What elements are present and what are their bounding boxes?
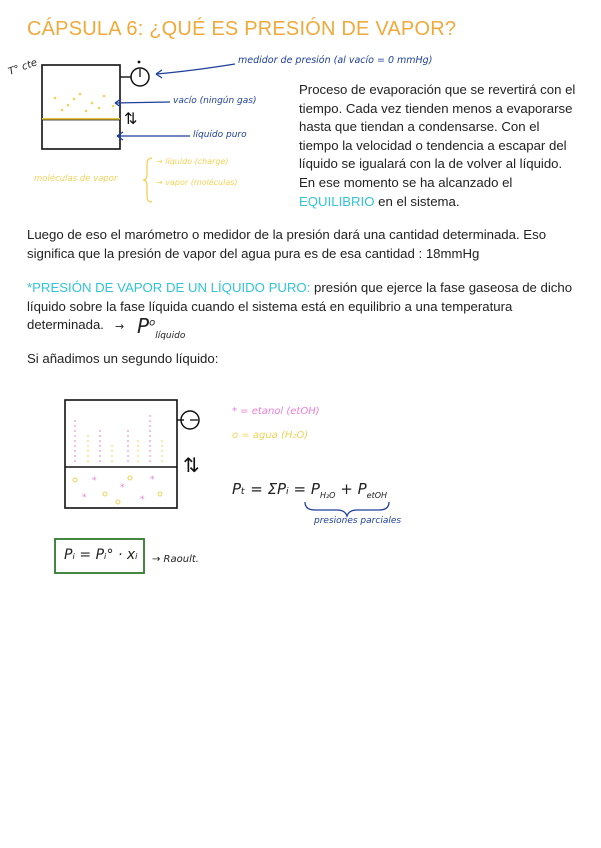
raoult-formula: Pᵢ = Pᵢ° · xᵢ: [64, 547, 138, 563]
equilibrium-highlight: EQUILIBRIO: [299, 193, 375, 209]
vapor-molecules-label: moléculas de vapor: [34, 174, 118, 184]
symbol-subscript: líquido: [155, 331, 186, 341]
water-vapor-trails: [88, 435, 162, 462]
definition-arrow: →: [115, 320, 125, 333]
vacuum-label: vacío (ningún gas): [173, 96, 257, 106]
legend-liquid: → líquido (charge): [156, 157, 229, 166]
pressure-symbol: $P^o_{líquido}$: [137, 314, 186, 341]
legend-brace: [143, 158, 152, 202]
legend-vapor: → vapor (moléculas): [156, 178, 238, 187]
definition-paragraph: [27, 279, 587, 335]
measurement-paragraph: Luego de eso el marómetro o medidor de la presión dará una cantidad determinada. Eso significa que la presión de vapor del agua pura es de esa cantidad : 18mmHg: [27, 227, 547, 261]
equilibrium-arrows-icon: ⇅: [124, 109, 138, 128]
second-liquid-heading: Si añadimos un segundo líquido:: [27, 351, 219, 366]
intro-text: Proceso de evaporación que se revertirá con el tiempo. Cada vez tienden menos a evaporarse hasta que tiendan a condensarse. Con el tiempo la velocidad o tendencia a escapar del líquido se igualará con la de volver al líquido. En ese momento se ha alcanzado el: [299, 82, 576, 190]
page-title: CÁPSULA 6: ¿QUÉ ES PRESIÓN DE VAPOR?: [27, 18, 457, 40]
svg-text:*: *: [150, 475, 155, 485]
total-pressure-formula: Pₜ = ΣPᵢ = $P_{H_2O} + P_{etOH}$: [232, 480, 388, 500]
svg-text:*: *: [120, 483, 125, 493]
svg-text:*: *: [82, 493, 87, 503]
pressure-gauge-label: medidor de presión (al vacío = 0 mmHg): [238, 55, 433, 66]
liquid-label: líquido puro: [193, 130, 247, 140]
definition-text: presión que ejerce la fase gaseosa de dicho líquido sobre la fase líquida cuando el sistema está en equilibrio a una temperatura determinada.: [27, 280, 573, 333]
legend-ethanol: * = etanol (etOH): [232, 406, 320, 417]
svg-text:*: *: [140, 495, 145, 505]
partial-pressures-brace: [305, 502, 389, 516]
raoult-label: → Raoult.: [152, 554, 199, 565]
svg-text:*: *: [92, 476, 97, 486]
equilibrium-arrows-icon-2: ⇅: [183, 453, 200, 477]
ethanol-vapor-trails: [75, 415, 150, 462]
partial-pressures-label: presiones parciales: [314, 516, 402, 526]
intro-text-end: en el sistema.: [374, 193, 460, 209]
symbol-superscript: o: [149, 317, 156, 329]
temperature-label: T° cte: [7, 57, 39, 78]
container-box: [42, 65, 120, 149]
definition-term: *PRESIÓN DE VAPOR DE UN LÍQUIDO PURO:: [27, 280, 311, 295]
vapor-molecules: [54, 93, 115, 113]
intro-paragraph: [299, 81, 579, 211]
legend-water: o = agua (H₂O): [232, 430, 309, 441]
